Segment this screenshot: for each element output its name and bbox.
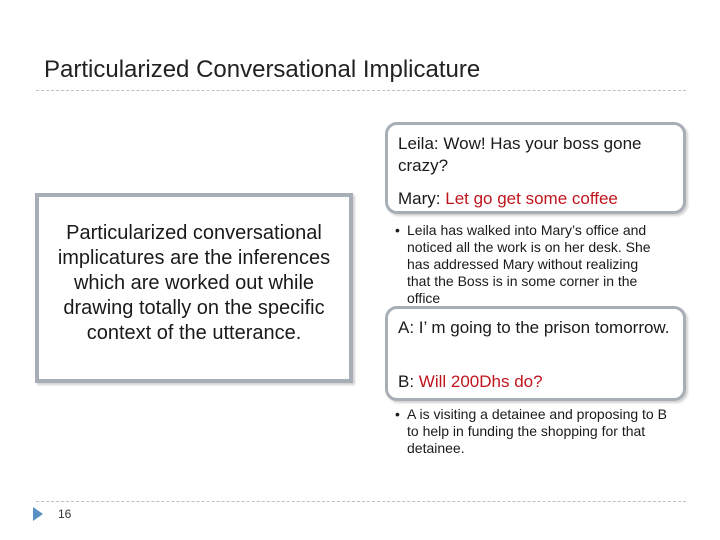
example2-line2-text: Will 200Dhs do? [418,372,543,391]
example2-context-note [395,406,680,457]
example1-line1 [398,133,677,177]
title-divider [36,90,686,91]
bullet-icon: • [395,222,400,238]
example2-line2 [398,371,677,393]
example2-note-text: A is visiting a detainee and proposing to B to help in funding the shopping for that detainee. [407,406,667,456]
example1-line2 [398,188,677,210]
example1-speaker-mary: Mary: [398,189,446,208]
definition-text: Particularized conversational implicatures are the inferences which are worked out while drawing totally on the specific context of the utterance. [57,221,331,344]
example1-line2-text: Let go get some coffee [445,189,618,208]
page-number: 16 [58,507,72,521]
example1-speaker-leila: Leila: [398,134,444,153]
footer-divider [36,501,686,502]
example2-line1: A: I’ m going to the prison tomorrow. [398,318,670,337]
slide-title: Particularized Conversational Implicature [44,56,481,83]
example2-dialogue-box [385,306,686,401]
example1-dialogue-box [385,122,686,214]
example1-note-text: Leila has walked into Mary’s office and noticed all the work is on her desk. She has addressed Mary without realizing that the Boss is in some corner in the office [407,222,651,306]
example1-line1-text: Wow! Has your boss gone crazy? [398,134,642,175]
bullet-icon: • [395,406,400,422]
definition-box [35,193,353,383]
triangle-marker-icon [33,507,43,521]
example1-context-note [395,222,660,306]
example2-speaker-b: B: [398,372,419,391]
